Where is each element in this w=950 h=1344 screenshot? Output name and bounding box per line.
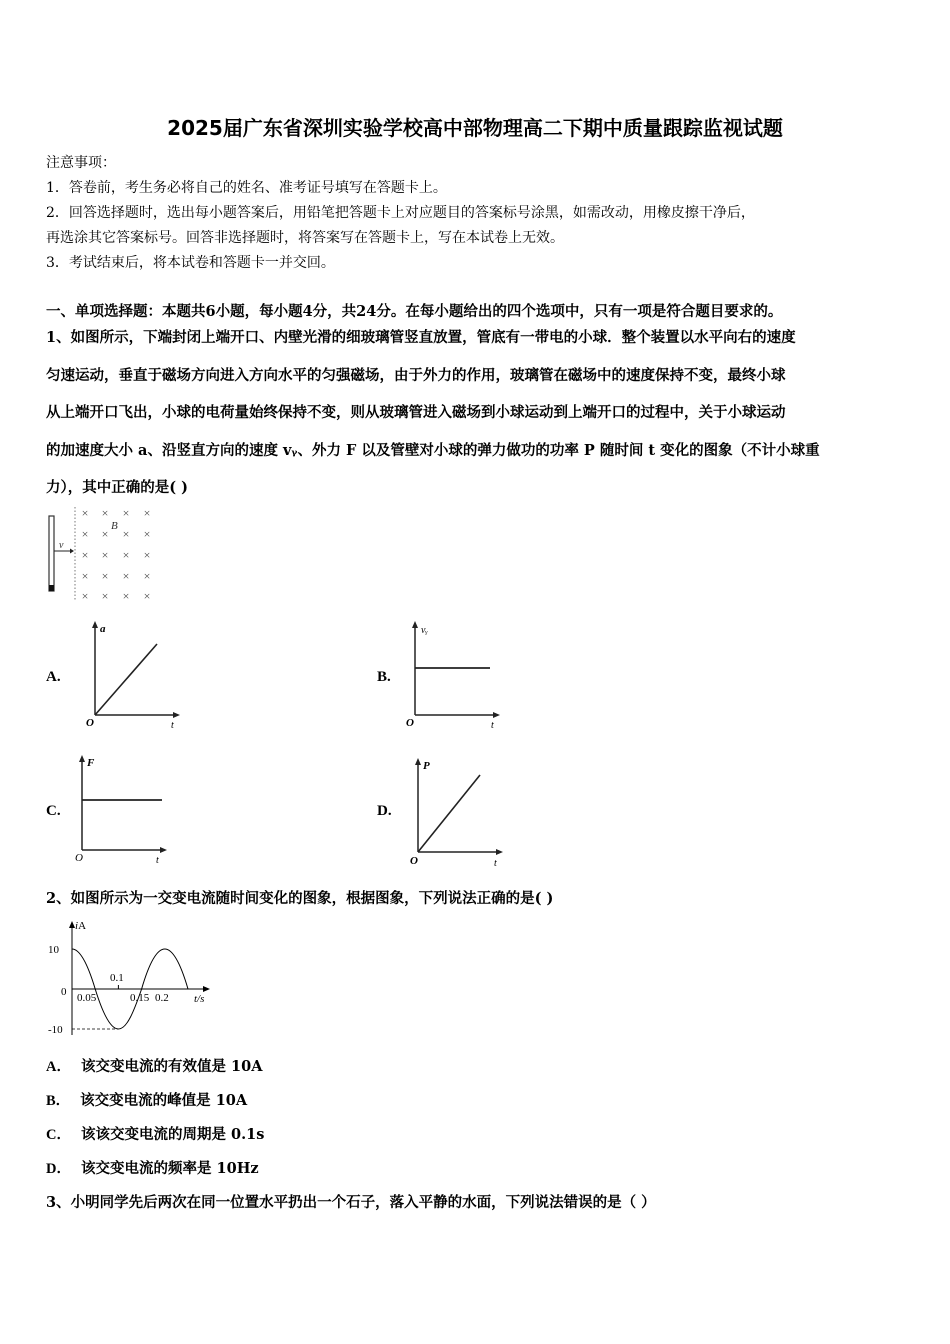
x-tick-0.1: 0.1 [110, 972, 124, 984]
q1-option-d-graph [408, 755, 508, 870]
y-tick-0: 0 [61, 986, 67, 998]
q2-option-b[interactable]: B． 该交变电流的峰值是 10A [46, 1092, 248, 1109]
x-axis-label: t [171, 720, 174, 730]
svg-text:×: × [143, 527, 151, 541]
svg-text:×: × [122, 569, 130, 583]
page-title: 2025届广东省深圳实验学校高中部物理高二下期中质量跟踪监视试题 [167, 116, 783, 140]
y-tick-neg10: -10 [48, 1024, 63, 1036]
x-tick-0.05: 0.05 [77, 992, 97, 1004]
q1-stem-line: 匀速运动，垂直于磁场方向进入方向水平的匀强磁场，由于外力的作用，玻璃管在磁场中的速度保持不变，最终小球 [46, 367, 786, 384]
svg-text:×: × [101, 506, 109, 520]
origin-label: O [410, 855, 418, 867]
q2-option-d[interactable]: D． 该交变电流的频率是 10Hz [46, 1160, 259, 1177]
section-heading: 一、单项选择题：本题共6小题，每小题4分，共24分。在每小题给出的四个选项中，只有一项是符合题目要求的。 [46, 303, 783, 320]
svg-text:×: × [101, 527, 109, 541]
x-axis-label: t/s [194, 993, 205, 1005]
y-axis-label: P [423, 760, 430, 772]
q1-option-a-graph [85, 620, 185, 730]
glass-tube [49, 516, 54, 591]
svg-text:×: × [81, 548, 89, 562]
velocity-label: v [59, 540, 64, 551]
y-tick-10: 10 [48, 944, 59, 956]
svg-text:×: × [122, 548, 130, 562]
graph-line [95, 644, 157, 715]
x-tick-0.2: 0.2 [155, 992, 169, 1004]
svg-text:×: × [143, 548, 151, 562]
svg-text:×: × [101, 569, 109, 583]
svg-text:×: × [122, 527, 130, 541]
notes-item: 1．答卷前，考生务必将自己的姓名、准考证号填写在答题卡上。 [46, 180, 447, 196]
q1-option-b-label[interactable]: B. [377, 669, 391, 685]
y-axis-label: vᵧ [421, 625, 428, 636]
svg-text:×: × [143, 589, 151, 603]
x-tick-0.15: 0.15 [130, 992, 150, 1004]
q2-option-a[interactable]: A． 该交变电流的有效值是 10A [46, 1058, 263, 1075]
notes-heading: 注意事项： [46, 155, 116, 171]
field-label: B [111, 520, 118, 532]
q1-option-a-label[interactable]: A. [46, 669, 61, 685]
q1-option-c-label[interactable]: C. [46, 803, 61, 819]
y-axis-label: a [100, 623, 106, 635]
x-axis-label: t [491, 720, 494, 730]
q3-stem: 3、小明同学先后两次在同一位置水平扔出一个石子，落入平静的水面，下列说法错误的是（ ） [46, 1194, 656, 1211]
svg-text:×: × [81, 569, 89, 583]
notes-item: 3．考试结束后，将本试卷和答题卡一并交回。 [46, 255, 335, 271]
q1-field-figure [40, 505, 170, 605]
q1-stem-line: 力），其中正确的是( ) [46, 479, 189, 496]
svg-text:×: × [143, 569, 151, 583]
svg-text:×: × [81, 506, 89, 520]
svg-text:×: × [122, 589, 130, 603]
origin-label: O [406, 717, 414, 729]
q2-option-c[interactable]: C． 该该交变电流的周期是 0.1s [46, 1126, 265, 1143]
svg-text:×: × [143, 506, 151, 520]
x-axis-label: t [156, 855, 159, 866]
charged-ball [49, 585, 54, 591]
x-axis-label: t [494, 858, 497, 869]
q1-option-c-graph [72, 752, 172, 867]
svg-text:×: × [81, 527, 89, 541]
svg-text:×: × [81, 589, 89, 603]
notes-item: 2．回答选择题时，选出每小题答案后，用铅笔把答题卡上对应题目的答案标号涂黑，如需改动，用橡皮擦干净后， [46, 205, 755, 221]
ac-current-chart [40, 915, 220, 1040]
graph-line [418, 775, 480, 852]
q2-stem: 2、如图所示为一交变电流随时间变化的图象，根据图象，下列说法正确的是( ) [46, 890, 554, 907]
y-axis-label: F [87, 757, 95, 769]
origin-label: O [86, 717, 94, 729]
q1-option-d-label[interactable]: D. [377, 803, 392, 819]
svg-text:iA: iA [75, 920, 87, 932]
notes-item: 再选涂其它答案标号。回答非选择题时，将答案写在答题卡上，写在本试卷上无效。 [46, 230, 564, 246]
q1-stem-line: 1、如图所示，下端封闭上端开口、内壁光滑的细玻璃管竖直放置，管底有一带电的小球．整个装置以水平向右的速度 [46, 329, 796, 346]
q1-option-b-graph [405, 620, 505, 730]
svg-text:×: × [101, 589, 109, 603]
q1-stem-line: 的加速度大小 a、沿竖直方向的速度 vᵧ、外力 F 以及管壁对小球的弹力做功的功率 P 随时间 t 变化的图象（不计小球重 [46, 442, 820, 459]
svg-text:×: × [122, 506, 130, 520]
q1-stem-line: 从上端开口飞出，小球的电荷量始终保持不变，则从玻璃管进入磁场到小球运动到上端开口的过程中，关于小球运动 [46, 404, 786, 421]
svg-text:×: × [101, 548, 109, 562]
origin-label: O [75, 852, 83, 864]
